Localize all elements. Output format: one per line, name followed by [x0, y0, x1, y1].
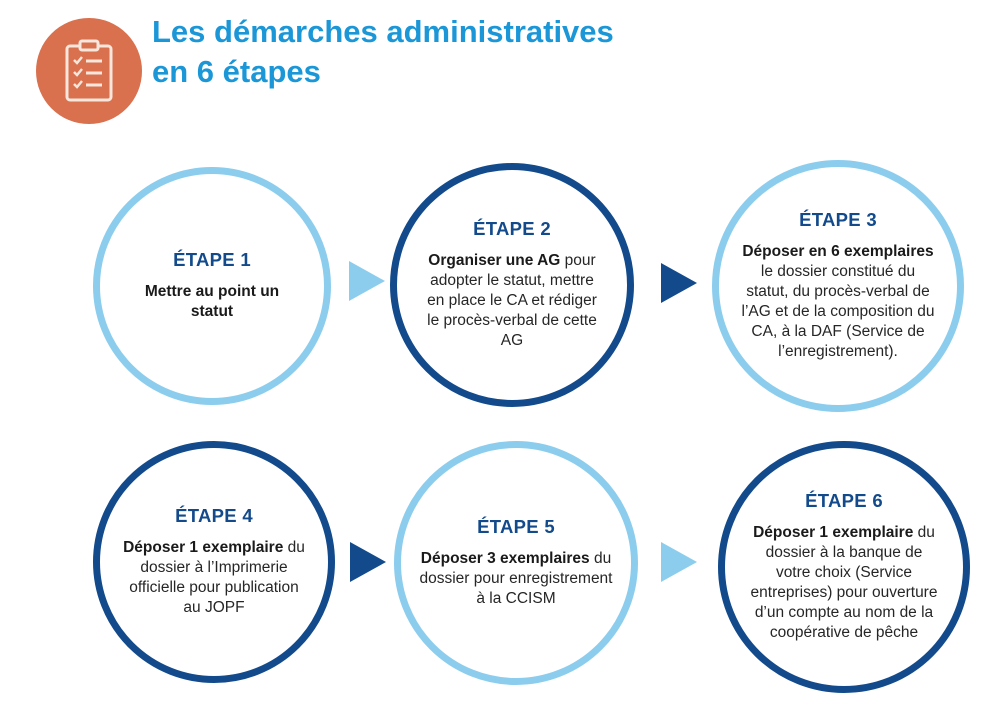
clipboard-checklist-icon — [36, 18, 142, 124]
step-label: ÉTAPE 5 — [477, 516, 555, 537]
step-2 — [390, 163, 634, 407]
step-body: du dossier à la banque de votre choix (Service entreprises) pour ouverture d’un compte au nom de la coopérative de pêche — [750, 524, 938, 641]
step-label: ÉTAPE 1 — [173, 249, 251, 270]
step-lead: Déposer 1 exemplaire — [123, 539, 284, 556]
step-body: le dossier constitué du statut, du procès-verbal de l’AG et de la composition du CA, à la DAF (Service de l’enregistrement). — [741, 263, 935, 360]
step-body: pour adopter le statut, mettre en place le CA et rédiger le procès-verbal de cette AG — [427, 252, 597, 349]
step-3 — [712, 160, 964, 412]
title-line-1: Les démarches administratives — [152, 14, 614, 49]
arrow-right-icon — [661, 263, 697, 303]
step-lead: Déposer en 6 exemplaires — [742, 243, 934, 260]
step-lead: Mettre au point un statut — [144, 283, 280, 320]
title-line-2: en 6 étapes — [152, 54, 321, 89]
step-body: du dossier pour enregistrement à la CCISM — [419, 550, 613, 607]
step-label: ÉTAPE 6 — [805, 490, 883, 511]
arrow-right-icon — [661, 542, 697, 582]
step-body: du dossier à l’Imprimerie officielle pour publication au JOPF — [129, 539, 305, 616]
step-label: ÉTAPE 4 — [175, 505, 253, 526]
step-label: ÉTAPE 3 — [799, 209, 877, 230]
arrow-right-icon — [349, 261, 385, 301]
step-lead: Déposer 3 exemplaires — [420, 550, 590, 567]
step-label: ÉTAPE 2 — [473, 218, 551, 239]
step-5 — [394, 441, 638, 685]
step-1 — [93, 167, 331, 405]
step-lead: Déposer 1 exemplaire — [753, 524, 914, 541]
arrow-right-icon — [350, 542, 386, 582]
step-6 — [718, 441, 970, 693]
step-4 — [93, 441, 335, 683]
step-lead: Organiser une AG — [428, 252, 561, 269]
page-title — [152, 12, 614, 92]
